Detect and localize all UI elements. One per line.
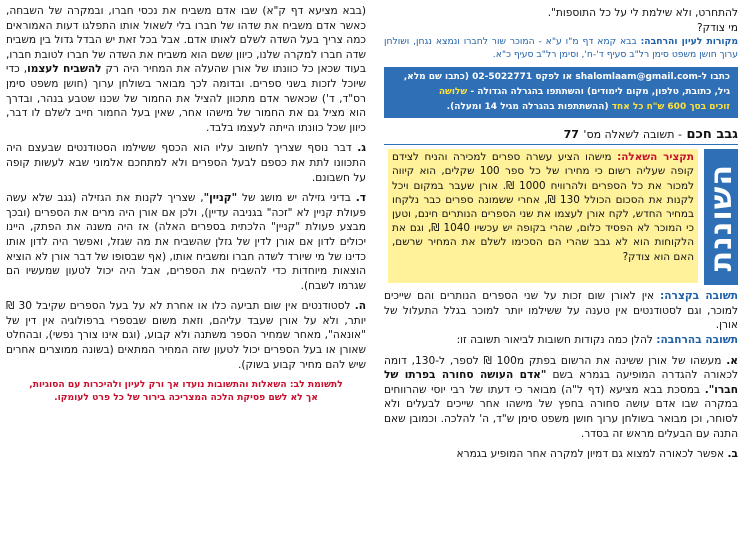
brand-vertical-logo <box>704 149 738 285</box>
contact-note: (ההשתתפות בהגרלה מגיל 14 ומעלה). <box>446 102 609 113</box>
point-c-label: ג. <box>357 142 366 155</box>
point-e <box>6 299 366 372</box>
point-d <box>6 191 366 293</box>
sources-text: בבא קמא דף מ"ו ע"א - המוכר שור לחברו ונמצא נגחן, ושולחן ערוך חושן משפט סימן רל"ב סעיף ד'-ח', וסימן רל"ב סעיף כ"א. <box>384 36 738 61</box>
point-a <box>384 354 738 442</box>
point-d-label: ד. <box>355 192 366 205</box>
point-d-text-1: בדיני גזילה יש מושג של <box>237 192 351 205</box>
sources-label: מקורות לעיון והרחבה: <box>640 36 738 48</box>
point-e-text: לסטודנטים אין שום תביעה כלו או אחרת לא על בעל הספרים שקיבל 30 ₪ יותר, ולא על אורן שעבד עליהם, וזאת משום שבספרי ברפולוגיה אין דין של "אונאה", מאחר שמחיר הספר משתנה ולא קבוע, (וגם אינו צורך נפשי), ובהחלט שאורן או בעל הספרים יכול לטעון שזה המחיר המתאים (בשונה ממוצרים אחרים שיש להם מחיר קבוע בשוק). <box>6 300 366 371</box>
question-summary-box <box>388 149 698 283</box>
left-column <box>6 4 366 404</box>
contact-box <box>384 67 738 118</box>
summary-label: תקציר השאלה: <box>617 151 694 164</box>
short-answer-label: תשובה בקצרה: <box>660 290 739 303</box>
intro-line-1: להתחרט, ולא שילמת לי על כל התוספות". <box>547 7 738 19</box>
point-a-text-1: מעשהו של אורן ששינה את הרשום בפתק מ100 ₪ לספר, ל-130, דומה לכאורה להגדרה המופיעה בגמרא בשם <box>384 354 738 382</box>
left-para-1-text: (בבא מציעא דף ק"א) שבו אדם משביח את נכסי חברו, ובמקרה של השבחה, כאשר אדם משביח את שדהו של חברו בלי לשאול אותו התפלגו דעות האמוראים כמה צריך בעל השדה לשלם לאותו אדם. אבל בכל זאת יש הבדל גדול בין משביח שדה חברו למקרה שלנו, כיוון ששם הוא משביח את השדה של חברו לטובת חברו, בעוד שכאן כל כוונתו של אורן שהעלה את המחיר היה רק <box>6 5 366 76</box>
disclaimer-line-1: לתשומת לב: השאלות והתשובות נועדו אך ורק לעיון ולהיכרות עם הסוגיות, <box>29 379 343 391</box>
right-column <box>384 6 738 462</box>
contact-line-3 <box>392 100 730 115</box>
point-b-text: אפשר לכאורה למצוא גם דמיון למקרה אחר המופיע בגמרא <box>456 448 725 461</box>
short-answer <box>384 289 738 333</box>
contact-suffix: (כתבו שם מלא, <box>403 72 469 83</box>
point-e-label: ה. <box>354 300 366 313</box>
expanded-answer-text: להלן כמה נקודות חשובות לביאור תשובה זו: <box>456 333 653 346</box>
short-answer-text: אין לאורן שום זכות על שני הספרים הנותרים והם שייכים למוכר, וגם לסטודנטים אין טענה על ששילמו יותר למוכר בגלל התעלול של אורן. <box>384 290 738 332</box>
intro-line-2: מי צודק? <box>696 21 738 34</box>
expanded-answer <box>384 333 738 348</box>
point-a-label: א. <box>726 354 738 367</box>
question-header <box>384 126 738 145</box>
question-subtitle: - תשובה לשאלה מס' <box>583 128 682 142</box>
sources <box>384 35 738 61</box>
question-number: 77 <box>563 128 579 142</box>
disclaimer-line-2: אך לא לשם פסיקת הלכה המצריכה בירור של כל פרט לעומקו. <box>54 392 318 404</box>
point-c <box>6 141 366 185</box>
question-row <box>384 149 738 285</box>
point-b <box>384 447 738 462</box>
contact-line-2 <box>392 85 730 100</box>
contact-email[interactable]: shalomlaam@gmail.com <box>575 72 698 83</box>
contact-line-2-text: גיל, כתובת, טלפון, מקום לימודים) והשתתפו בהגרלה הגדולה - <box>470 87 730 98</box>
point-b-label: ב. <box>727 448 738 461</box>
left-para-1-bold: להשביח לעצמו <box>27 63 102 76</box>
summary-text: מישהו הציע עשרה ספרים למכירה והניח לצידם קופה שעליה רשום כי מחירו של כל ספר 100 שקלים, הוא קיווה למכור את כל הספרים ולהרוויח 1000 ₪. אורן שעבר במקום ויכל לקנות את הסכום הכולל 130 ₪, אחרי ששמונה ספרים כבר נלקחו במחיר החדש, לקח אורן לעצמו את שני הספרים הנותרים חינם, וטען כי המוכר לא הפסיד כלום, שהרי בקופה יש עכשיו 1040 ₪, וגם את הלקוחות הוא לא גבב שהרי הם הסכימו לשלם את המחיר שרשם, האם הוא צודק? <box>392 151 694 263</box>
question-title: גבב חכם <box>686 127 738 143</box>
left-para-1-end: , כדי שיוכל לזכות בשני ספרים. ובדומה לכך מבואר בשולחן ערוך (חושן משפט סימן רס"ד, ד') שכאשר אדם מתכוון להציל את החמור של שכנו שטבע בנהר, ובדרך הוא מציל גם את החמור של מישהו אחר, שאין בעל החמור חייב לשלם לו דבר, כיוון שכל כוונתו הייתה לעצמו בלבד. <box>6 63 366 134</box>
point-d-text-2: , שצריך לקנות את הגזילה (גגב שלא עשה פעולת קניין לא "זכה" בגניבה עדיין), ולכן אם אורן היה מרים את הספרים (ובכך מבצע פעולת "קניין" הלכתית בספרים האלה) אז היה משנה את הפתק, היינו יכולים לדון אם אורן לדין של גזלן שהשביח את מה שגזל, ואפשר היה לדון אותו כדינו של מי שיורד לשדה חברו ומשביח אותו, (אף שבסופו של דבר אורן לא הוציא הוצאות מיוחדות כדי להשביח את הספרים, אבל היה יכול לטעון שמעשיו הם שגרמו לשבח). <box>6 192 366 292</box>
point-d-bold: "קניין" <box>203 192 238 205</box>
brand-text: השוננת <box>703 163 739 271</box>
point-a-bold: "אדם העושה סחורה בפרתו של חברו". <box>384 369 738 396</box>
point-c-text: דבר נוסף שצריך לחשוב עליו הוא הכסף ששילמו הסטודנטים שבעצם היה התכוונו לתת את כספם לבעל הספרים ולא למתחכם אלמוני שבא לעשות קופה על חשבונם. <box>6 142 366 184</box>
point-a-text-2: במסכת בבא מציעא (דף ל"ה) מבואר כי דעתו של רבי יוסי שהרווחים במקרה שבו אדם עושה סחורה בחפץ של מישהו אחר שייכים לבעלים ולא לסוחר, וכן מבואר בשולחן ערוך חושן משפט סימן ש"ד, ה' להלכה. וכמובן שאם התנה עם הבעלים מראש זה בסדר. <box>384 383 738 440</box>
contact-prize-amount: זוכים בסך 600 ש"ח כל אחד <box>611 102 730 113</box>
expanded-answer-label: תשובה בהרחבה: <box>656 333 738 346</box>
contact-prize: שלושה <box>438 87 468 98</box>
contact-line-1 <box>392 70 730 85</box>
contact-prefix: כתבו ל- <box>697 72 730 83</box>
contact-fax: או לפקס 02-5022771 <box>472 72 573 83</box>
left-para-1 <box>6 4 366 135</box>
